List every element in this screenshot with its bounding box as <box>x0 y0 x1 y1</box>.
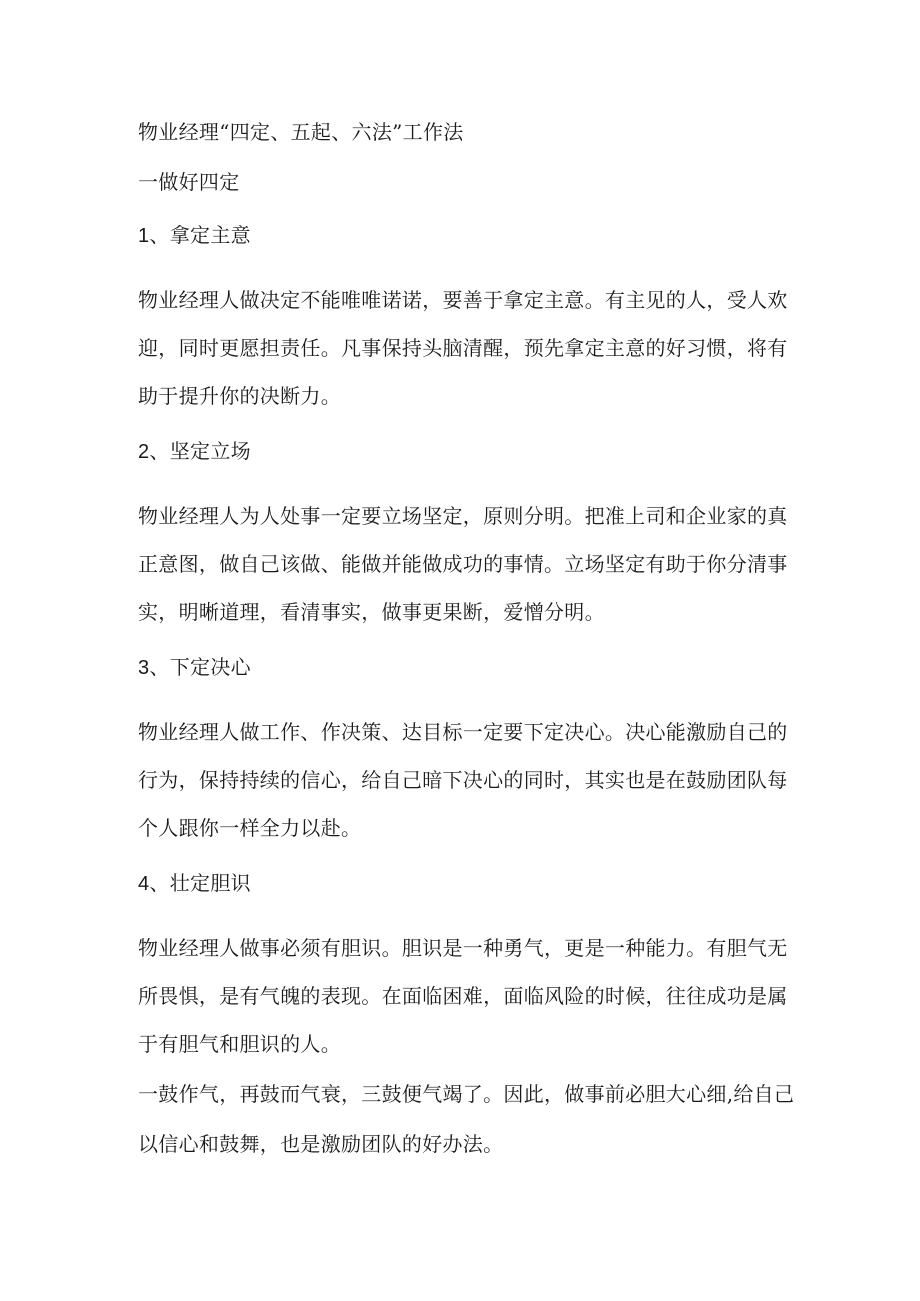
section-title: 一做好四定 <box>138 170 240 194</box>
item-heading-3: 3、下定决心 <box>138 657 251 679</box>
paragraph-line: 迎，同时更愿担责任。凡事保持头脑清醒，预先拿定主意的好习惯，将有 <box>138 336 788 360</box>
item-heading-1: 1、拿定主意 <box>138 225 251 247</box>
paragraph-line: 行为，保持持续的信心，给自己暗下决心的同时，其实也是在鼓励团队每 <box>138 768 788 792</box>
paragraph-line: 正意图，做自己该做、能做并能做成功的事情。立场坚定有助于你分清事 <box>138 552 788 576</box>
paragraph-line: 物业经理人为人处事一定要立场坚定，原则分明。把准上司和企业家的真 <box>138 504 788 528</box>
item-heading-2: 2、坚定立场 <box>138 441 251 463</box>
paragraph-line: 物业经理人做事必须有胆识。胆识是一种勇气，更是一种能力。有胆气无 <box>138 936 788 960</box>
paragraph-line: 物业经理人做决定不能唯唯诺诺，要善于拿定主意。有主见的人，受人欢 <box>138 288 788 312</box>
item-heading-4: 4、壮定胆识 <box>138 873 251 895</box>
paragraph-line: 以信心和鼓舞，也是激励团队的好办法。 <box>138 1132 504 1156</box>
document-title: 物业经理“四定、五起、六法”工作法 <box>138 120 464 144</box>
paragraph-line: 实，明晰道理，看清事实，做事更果断，爱憎分明。 <box>138 600 605 624</box>
paragraph-line: 助于提升你的决断力。 <box>138 384 341 408</box>
paragraph-line: 一鼓作气，再鼓而气衰，三鼓便气竭了。因此，做事前必胆大心细,给自己 <box>138 1082 795 1106</box>
paragraph-line: 个人跟你一样全力以赴。 <box>138 816 362 840</box>
paragraph-line: 于有胆气和胆识的人。 <box>138 1032 341 1056</box>
paragraph-line: 物业经理人做工作、作决策、达目标一定要下定决心。决心能激励自己的 <box>138 720 788 744</box>
paragraph-line: 所畏惧，是有气魄的表现。在面临困难，面临风险的时候，往往成功是属 <box>138 984 788 1008</box>
